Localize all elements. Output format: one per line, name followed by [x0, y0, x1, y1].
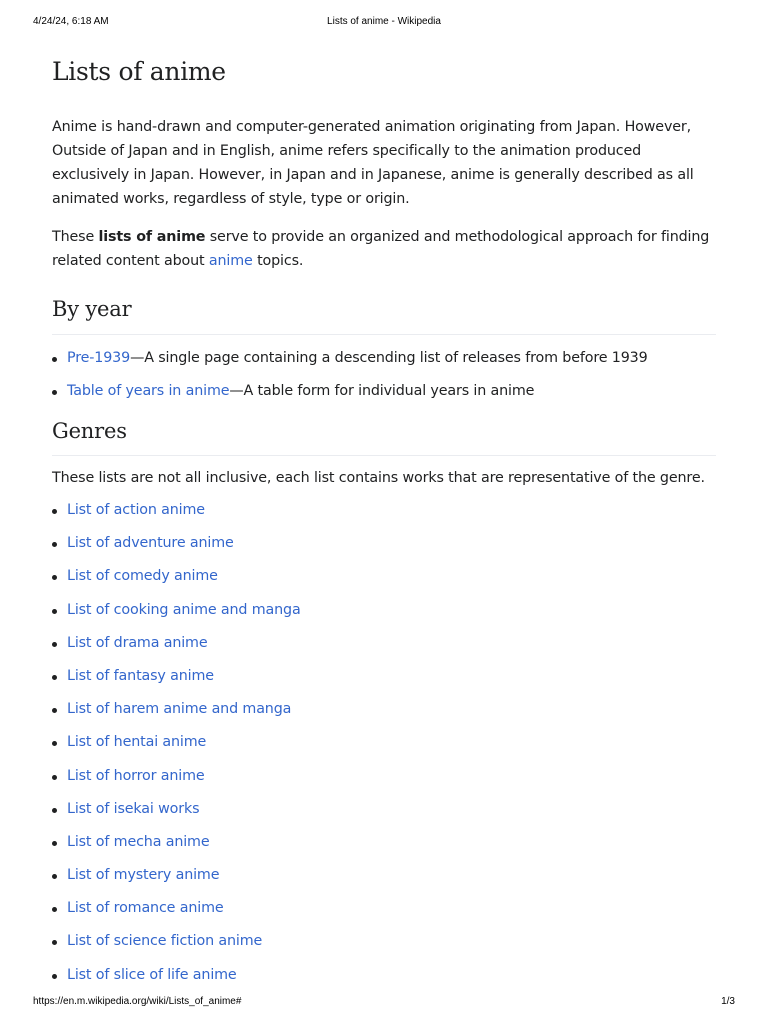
- list-item: [52, 498, 716, 522]
- genre-link[interactable]: List of isekai works: [67, 800, 200, 817]
- list-item: [52, 863, 716, 887]
- genre-link[interactable]: List of mystery anime: [67, 867, 220, 884]
- list-item: [52, 631, 716, 655]
- genre-link[interactable]: List of cooking anime and manga: [67, 601, 301, 618]
- genre-link[interactable]: List of slice of life anime: [67, 966, 237, 983]
- list-item-description: —A single page containing a descending list of releases from before 1939: [130, 350, 648, 366]
- purpose-middle: serve to provide an organized and methodological approach for finding related content about: [52, 229, 710, 269]
- genre-link[interactable]: List of adventure anime: [67, 535, 234, 552]
- section-heading-genres: Genres: [52, 416, 716, 456]
- genre-link[interactable]: List of horror anime: [67, 767, 205, 784]
- list-item: [52, 830, 716, 854]
- list-item: [52, 963, 716, 987]
- list-item-description: —A table form for individual years in anime: [229, 383, 535, 399]
- purpose-prefix: These: [52, 229, 99, 245]
- print-footer: [33, 996, 735, 1010]
- section-heading-by-year: By year: [52, 294, 716, 335]
- table-of-years-link[interactable]: Table of years in anime: [67, 383, 230, 399]
- print-header: [33, 16, 735, 30]
- list-item: [52, 929, 716, 953]
- list-item: [52, 730, 716, 754]
- genre-link[interactable]: List of action anime: [67, 502, 205, 518]
- genres-list: [52, 498, 716, 987]
- list-item: [52, 896, 716, 920]
- purpose-paragraph: [52, 225, 716, 273]
- list-item: [52, 764, 716, 788]
- genre-link[interactable]: List of harem anime and manga: [67, 701, 292, 718]
- list-item: [52, 598, 716, 622]
- genre-link[interactable]: List of comedy anime: [67, 568, 218, 585]
- genre-link[interactable]: List of science fiction anime: [67, 933, 263, 950]
- list-item: [52, 531, 716, 555]
- by-year-list: [52, 346, 716, 403]
- page-title: Lists of anime: [52, 57, 226, 86]
- list-item: [52, 346, 716, 370]
- purpose-bold-term: lists of anime: [98, 229, 206, 245]
- genre-link[interactable]: List of drama anime: [67, 634, 208, 651]
- list-item: [52, 664, 716, 688]
- genre-link[interactable]: List of hentai anime: [67, 734, 207, 751]
- list-item: [52, 797, 716, 821]
- intro-paragraph: Anime is hand-drawn and computer-generated animation originating from Japan. However, Outside of Japan and in English, anime refers specifically to the animation produced exclusively in Japan. However, in Japan and in Japanese, anime is generally described as all animated works, regardless of style, type or origin.: [52, 119, 694, 207]
- print-datetime: 4/24/24, 6:18 AM: [33, 16, 109, 27]
- anime-link[interactable]: anime: [208, 253, 253, 269]
- print-url: https://en.m.wikipedia.org/wiki/Lists_of_anime#: [33, 996, 242, 1007]
- purpose-suffix: topics.: [252, 253, 304, 269]
- print-doc-title: Lists of anime - Wikipedia: [327, 16, 441, 27]
- genre-link[interactable]: List of fantasy anime: [67, 667, 214, 684]
- list-item: [52, 379, 716, 403]
- print-page-number: 1/3: [721, 996, 735, 1007]
- list-item: [52, 697, 716, 721]
- list-item: [52, 564, 716, 588]
- genre-link[interactable]: List of romance anime: [67, 900, 224, 917]
- article-content: [52, 50, 716, 996]
- genre-link[interactable]: List of mecha anime: [67, 833, 210, 850]
- pre-1939-link[interactable]: Pre-1939: [67, 350, 131, 366]
- genres-note: These lists are not all inclusive, each list contains works that are representative of the genre.: [52, 470, 705, 486]
